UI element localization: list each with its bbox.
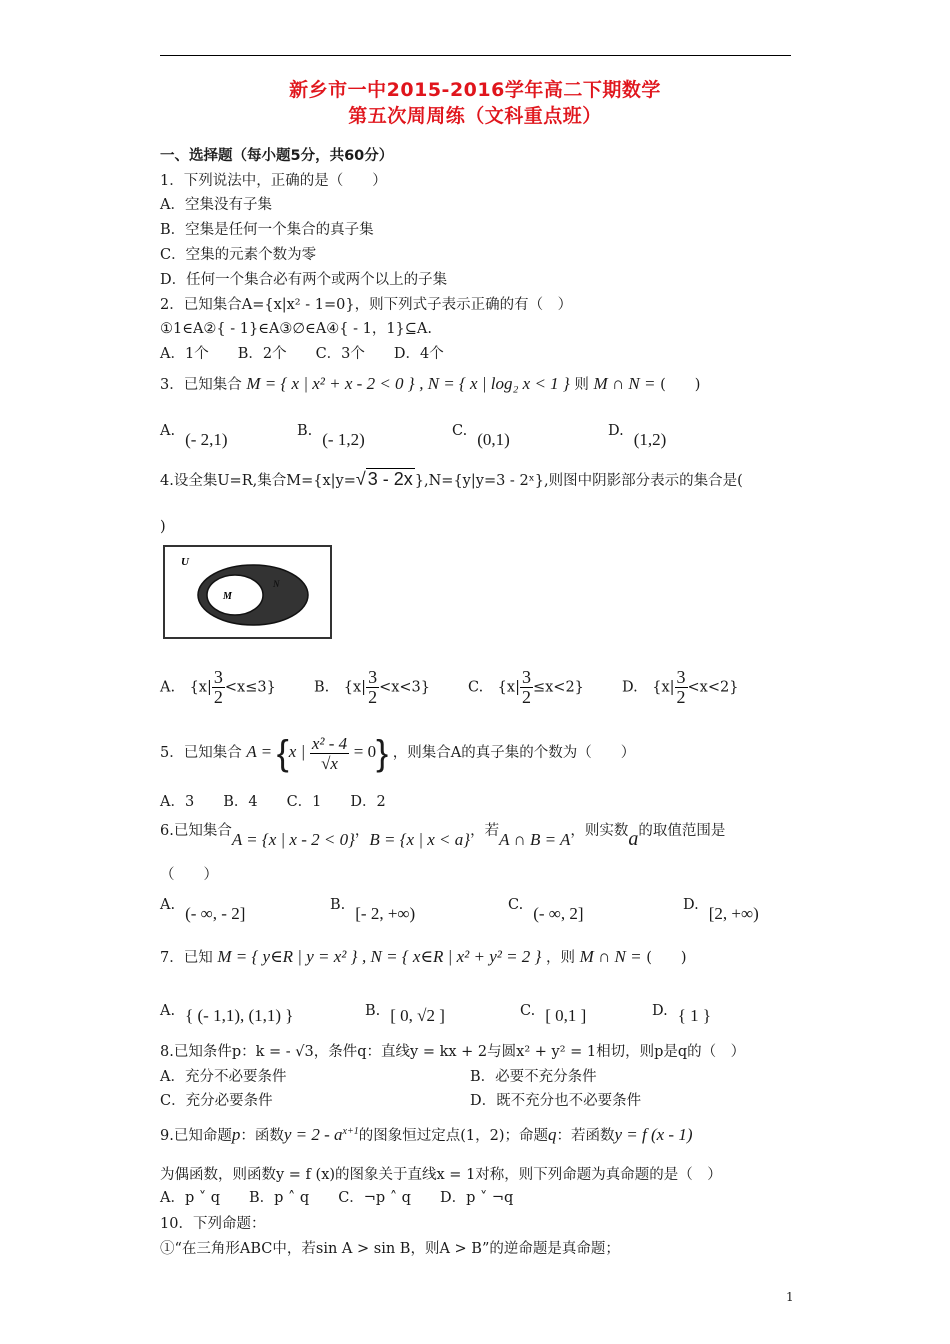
q9-line-2: 为偶函数，则函数y = f (x)的图象关于直线x = 1对称，则下列命题为真命题的是（ ）	[160, 1167, 722, 1183]
q7-line: 7．已知 M = { y∈R | y = x² } , N = { x∈R | x² + y² = 2 } ，则 M ∩ N = ( )	[160, 947, 687, 966]
q5-line: 5．已知集合 A = {x | $\frac{\text{x² - 4}}{√x}$ = 0} ，则集合A的真子集的个数为（ ）	[160, 732, 636, 773]
q8-option-d: D．既不充分也不必要条件	[470, 1093, 642, 1109]
q7-option-b: B. [ 0, √2 ]	[365, 1003, 445, 1025]
q8-option-b: B．必要不充分条件	[470, 1069, 597, 1085]
q5-options: A．3 B．4 C．1 D．2	[160, 794, 386, 810]
q10-stem: 10．下列命题：	[160, 1216, 266, 1232]
fraction: $\frac{3}{2}$	[368, 667, 378, 707]
q3-lead: 3．已知集合	[160, 377, 242, 393]
title-line-1: 新乡市一中2015-2016学年高二下期数学	[289, 79, 661, 101]
q3-option-a: A. (- 2,1)	[160, 423, 228, 449]
venn-label-m: M	[223, 591, 232, 602]
q3-option-b: B. (- 1,2)	[297, 423, 365, 449]
q6-line: 6.已知集合A = {x | x - 2 < 0}，B = {x | x < a}，若A ∩ B = A，则实数a的取值范围是	[160, 823, 726, 850]
q1-option-d: D．任何一个集合必有两个或两个以上的子集	[160, 272, 448, 288]
sqrt-expression: √ 3 - 2x	[355, 469, 413, 489]
q8-option-c: C．充分必要条件	[160, 1093, 273, 1109]
q7-option-a: A. { (- 1,1), (1,1) }	[160, 1003, 294, 1025]
venn-svg	[165, 547, 330, 637]
section-heading: 一、选择题（每小题5分，共60分）	[160, 148, 394, 164]
q3-then: 则	[574, 377, 589, 393]
q4-option-a: A. {x| $\frac{3}{2}$ <x≤3}	[160, 667, 276, 707]
q2-options: A．1个 B．2个 C．3个 D．4个	[160, 346, 444, 362]
q6-option-c: C. (- ∞, 2]	[508, 897, 584, 923]
top-rule	[160, 55, 791, 56]
q2-items: ①1∈A②{ - 1}∈A③∅∈A④{ - 1，1}⊆A.	[160, 321, 433, 337]
q6-option-a: A. (- ∞, - 2]	[160, 897, 246, 923]
q6-option-d: D. [2, +∞)	[683, 897, 759, 923]
q3-option-c: C. (0,1)	[452, 423, 510, 449]
q1-stem: 1．下列说法中，正确的是（ ）	[160, 173, 387, 189]
q6-option-b: B. [- 2, +∞)	[330, 897, 416, 923]
page-number: 1	[786, 1290, 794, 1304]
q3-line	[160, 375, 700, 394]
q9-line-1: 9.已知命题p：函数$y = 2 - a^{x+1}$的图象恒过定点(1，2)；命题q：若函数y = f (x - 1)	[160, 1124, 693, 1144]
q3-intersection: M ∩ N =	[593, 374, 656, 393]
q6-paren: （ ）	[160, 867, 218, 883]
q4-stem: 4.设全集U=R,集合M={x|y=√ 3 - 2x },N={y|y=3 - 2ˣ},则图中阴影部分表示的集合是(	[160, 469, 743, 489]
q9-options: A．p ˅ q B．p ˄ q C．¬p ˄ q D．p ˅ ¬q	[160, 1190, 514, 1206]
venn-label-u: U	[181, 556, 189, 568]
venn-label-n: N	[273, 579, 280, 589]
fraction: $\frac{\text{x² - 4}}{√x}$	[311, 733, 348, 773]
q4-close-paren: )	[160, 519, 166, 535]
fraction: $\frac{3}{2}$	[676, 667, 686, 707]
q1-option-c: C．空集的元素个数为零	[160, 247, 317, 263]
q8-stem: 8.已知条件p：k = - √3，条件q：直线y = kx + 2与圆x² + y² = 1相切，则p是q的（ ）	[160, 1044, 746, 1060]
q3-option-d: D. (1,2)	[608, 423, 667, 449]
q3-set-m: M = { x | x² + x - 2 < 0 }	[246, 374, 415, 393]
q4-option-d: D. {x| $\frac{3}{2}$ <x<2}	[622, 667, 739, 707]
fraction: $\frac{3}{2}$	[521, 667, 531, 707]
q3-set-n: , N = { x | log₂ x < 1 }	[419, 374, 570, 393]
q3-paren: ( )	[660, 377, 701, 393]
q1-option-a: A．空集没有子集	[160, 197, 272, 213]
q8-option-a: A．充分不必要条件	[160, 1069, 287, 1085]
q10-item-1: ①“在三角形ABC中，若sin A > sin B，则A > B”的逆命题是真命题；	[160, 1241, 620, 1257]
q4-option-c: C. {x| $\frac{3}{2}$ ≤x<2}	[468, 667, 584, 707]
q2-stem: 2．已知集合A={x|x² - 1=0}，则下列式子表示正确的有（ ）	[160, 297, 573, 313]
q4-option-b: B. {x| $\frac{3}{2}$ <x<3}	[314, 667, 430, 707]
q1-option-b: B．空集是任何一个集合的真子集	[160, 222, 374, 238]
fraction: $\frac{3}{2}$	[213, 667, 223, 707]
q7-option-c: C. [ 0,1 ]	[520, 1003, 587, 1025]
q7-option-d: D. { 1 }	[652, 1003, 712, 1025]
set-m-ellipse	[207, 575, 263, 615]
title-line-2: 第五次周周练（文科重点班）	[348, 105, 602, 127]
venn-diagram	[163, 545, 332, 639]
